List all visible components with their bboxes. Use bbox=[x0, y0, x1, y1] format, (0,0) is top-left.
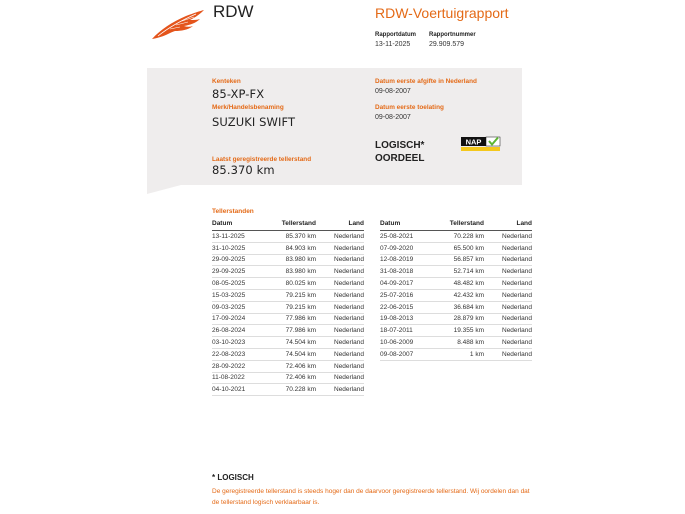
reading-date: 18-07-2011 bbox=[380, 325, 438, 337]
reading-country: Nederland bbox=[316, 313, 364, 325]
reading-country: Nederland bbox=[316, 289, 364, 301]
reading-country: Nederland bbox=[484, 254, 532, 266]
reading-country: Nederland bbox=[484, 266, 532, 278]
reading-date: 19-08-2013 bbox=[380, 313, 438, 325]
reading-date: 04-09-2017 bbox=[380, 278, 438, 290]
tellerstand-value: 85.370 km bbox=[212, 163, 275, 177]
afgifte-value: 09-08-2007 bbox=[375, 88, 411, 95]
toelating-value: 09-08-2007 bbox=[375, 114, 411, 121]
table-row bbox=[380, 301, 532, 313]
col-tellerstand: Tellerstand bbox=[438, 217, 484, 231]
reading-country: Nederland bbox=[316, 360, 364, 372]
reading-km: 36.684 km bbox=[438, 301, 484, 313]
tellerstand-label: Laatst geregistreerde tellerstand bbox=[212, 156, 312, 163]
reading-km: 42.432 km bbox=[438, 289, 484, 301]
reading-km: 79.215 km bbox=[270, 301, 316, 313]
reading-date: 26-08-2024 bbox=[212, 325, 270, 337]
reading-country: Nederland bbox=[316, 231, 364, 243]
table-row bbox=[212, 278, 364, 290]
report-title: RDW-Voertuigrapport bbox=[375, 5, 509, 21]
readings-table-right bbox=[380, 217, 532, 361]
table-row bbox=[380, 254, 532, 266]
table-row bbox=[212, 242, 364, 254]
table-row bbox=[380, 266, 532, 278]
reading-date: 07-09-2020 bbox=[380, 242, 438, 254]
table-row bbox=[380, 289, 532, 301]
tellerstanden-title: Tellerstanden bbox=[212, 208, 254, 215]
vehicle-summary-panel bbox=[147, 68, 522, 185]
reading-km: 8.488 km bbox=[438, 337, 484, 349]
reading-date: 04-10-2021 bbox=[212, 384, 270, 396]
reading-date: 12-08-2019 bbox=[380, 254, 438, 266]
reading-country: Nederland bbox=[316, 242, 364, 254]
table-row bbox=[212, 325, 364, 337]
reading-km: 1 km bbox=[438, 348, 484, 360]
col-land: Land bbox=[484, 217, 532, 231]
reading-km: 77.986 km bbox=[270, 325, 316, 337]
reading-date: 10-06-2009 bbox=[380, 337, 438, 349]
reading-km: 65.500 km bbox=[438, 242, 484, 254]
reading-date: 11-08-2022 bbox=[212, 372, 270, 384]
readings-table-left bbox=[212, 217, 364, 396]
reading-km: 74.504 km bbox=[270, 348, 316, 360]
table-row bbox=[212, 254, 364, 266]
table-row bbox=[380, 231, 532, 243]
reading-date: 25-08-2021 bbox=[380, 231, 438, 243]
reading-country: Nederland bbox=[316, 337, 364, 349]
table-row bbox=[212, 266, 364, 278]
afgifte-label: Datum eerste afgifte in Nederland bbox=[375, 78, 477, 85]
reading-country: Nederland bbox=[316, 254, 364, 266]
table-row bbox=[212, 313, 364, 325]
reading-country: Nederland bbox=[316, 372, 364, 384]
reading-country: Nederland bbox=[316, 278, 364, 290]
reading-km: 28.879 km bbox=[438, 313, 484, 325]
reading-km: 80.025 km bbox=[270, 278, 316, 290]
brand-name: RDW bbox=[213, 2, 254, 21]
reading-country: Nederland bbox=[484, 289, 532, 301]
table-row bbox=[212, 301, 364, 313]
col-datum: Datum bbox=[212, 217, 270, 231]
rapportdatum-label: Rapportdatum bbox=[375, 32, 416, 38]
reading-date: 08-05-2025 bbox=[212, 278, 270, 290]
kenteken-value: 85-XP-FX bbox=[212, 87, 265, 101]
reading-date: 29-09-2025 bbox=[212, 254, 270, 266]
reading-country: Nederland bbox=[484, 325, 532, 337]
oordeel-line1: LOGISCH* bbox=[375, 140, 425, 151]
oordeel-line2: OORDEEL bbox=[375, 153, 425, 164]
merk-value: SUZUKI SWIFT bbox=[212, 115, 296, 129]
reading-km: 77.986 km bbox=[270, 313, 316, 325]
reading-km: 72.406 km bbox=[270, 360, 316, 372]
reading-km: 52.714 km bbox=[438, 266, 484, 278]
reading-date: 25-07-2016 bbox=[380, 289, 438, 301]
panel-notch bbox=[147, 185, 181, 194]
reading-date: 31-10-2025 bbox=[212, 242, 270, 254]
reading-country: Nederland bbox=[484, 231, 532, 243]
reading-date: 09-03-2025 bbox=[212, 301, 270, 313]
reading-country: Nederland bbox=[484, 242, 532, 254]
reading-km: 19.355 km bbox=[438, 325, 484, 337]
reading-date: 03-10-2023 bbox=[212, 337, 270, 349]
table-row bbox=[380, 325, 532, 337]
reading-country: Nederland bbox=[484, 337, 532, 349]
reading-country: Nederland bbox=[484, 348, 532, 360]
reading-date: 22-08-2023 bbox=[212, 348, 270, 360]
table-row bbox=[212, 360, 364, 372]
reading-country: Nederland bbox=[316, 301, 364, 313]
reading-date: 13-11-2025 bbox=[212, 231, 270, 243]
nap-label: NAP bbox=[465, 137, 482, 147]
table-row bbox=[212, 384, 364, 396]
footnote-text: De geregistreerde tellerstand is steeds hoger dan de daarvoor geregistreerde tellerstand. Wij oordelen dan dat de tellerstand logisch verklaarbaar is. bbox=[212, 488, 530, 506]
reading-date: 29-09-2025 bbox=[212, 266, 270, 278]
reading-country: Nederland bbox=[316, 384, 364, 396]
oordeel-verdict bbox=[375, 139, 455, 165]
table-row bbox=[212, 348, 364, 360]
table-row bbox=[380, 242, 532, 254]
rdw-logo-icon bbox=[150, 8, 206, 42]
kenteken-label: Kenteken bbox=[212, 78, 241, 85]
reading-date: 22-06-2015 bbox=[380, 301, 438, 313]
reading-km: 84.903 km bbox=[270, 242, 316, 254]
table-row bbox=[212, 372, 364, 384]
reading-country: Nederland bbox=[316, 348, 364, 360]
reading-country: Nederland bbox=[316, 325, 364, 337]
table-row bbox=[212, 289, 364, 301]
reading-date: 15-03-2025 bbox=[212, 289, 270, 301]
nap-badge-icon bbox=[461, 135, 501, 153]
reading-country: Nederland bbox=[484, 278, 532, 290]
reading-date: 31-08-2018 bbox=[380, 266, 438, 278]
reading-date: 28-09-2022 bbox=[212, 360, 270, 372]
reading-date: 17-09-2024 bbox=[212, 313, 270, 325]
col-datum: Datum bbox=[380, 217, 438, 231]
rapportdatum-value: 13-11-2025 bbox=[375, 41, 411, 48]
merk-label: Merk/Handelsbenaming bbox=[212, 104, 284, 111]
table-row bbox=[380, 278, 532, 290]
reading-km: 70.228 km bbox=[270, 384, 316, 396]
reading-km: 56.857 km bbox=[438, 254, 484, 266]
table-row bbox=[380, 348, 532, 360]
reading-km: 83.980 km bbox=[270, 266, 316, 278]
reading-km: 83.980 km bbox=[270, 254, 316, 266]
col-land: Land bbox=[316, 217, 364, 231]
toelating-label: Datum eerste toelating bbox=[375, 104, 444, 111]
reading-country: Nederland bbox=[316, 266, 364, 278]
reading-km: 74.504 km bbox=[270, 337, 316, 349]
reading-km: 72.406 km bbox=[270, 372, 316, 384]
table-row bbox=[380, 337, 532, 349]
reading-km: 85.370 km bbox=[270, 231, 316, 243]
table-row bbox=[212, 231, 364, 243]
reading-km: 70.228 km bbox=[438, 231, 484, 243]
reading-date: 09-08-2007 bbox=[380, 348, 438, 360]
col-tellerstand: Tellerstand bbox=[270, 217, 316, 231]
rapportnummer-value: 29.909.579 bbox=[429, 41, 465, 48]
reading-country: Nederland bbox=[484, 301, 532, 313]
footnote-title: * LOGISCH bbox=[212, 473, 254, 482]
table-row bbox=[212, 337, 364, 349]
table-row bbox=[380, 313, 532, 325]
rapportnummer-label: Rapportnummer bbox=[429, 32, 476, 38]
reading-km: 79.215 km bbox=[270, 289, 316, 301]
reading-km: 48.482 km bbox=[438, 278, 484, 290]
reading-country: Nederland bbox=[484, 313, 532, 325]
